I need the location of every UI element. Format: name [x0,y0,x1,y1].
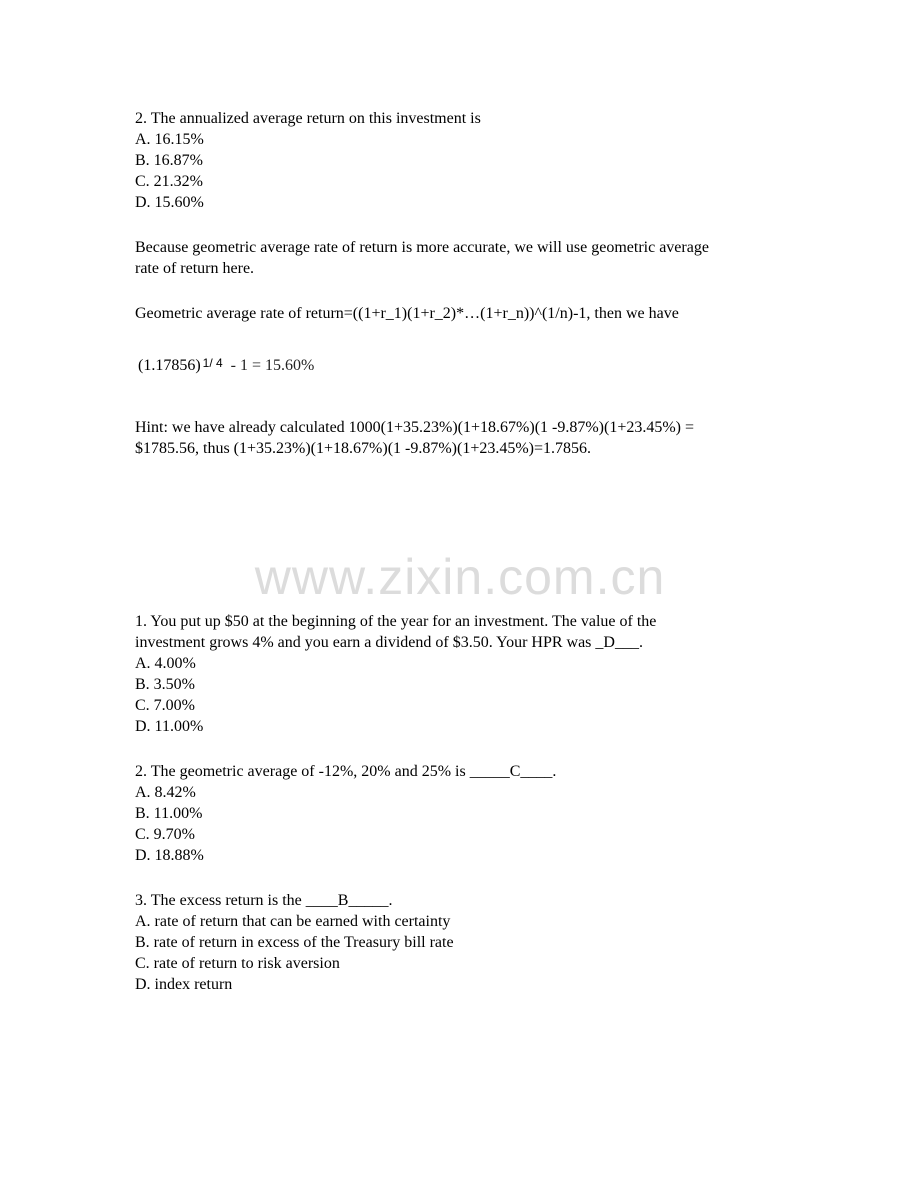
question-text: 1. You put up $50 at the beginning of the year for an investment. The value of the [135,613,657,630]
option-a: A. 4.00% [135,655,196,672]
explanation-line: Because geometric average rate of return is more accurate, we will use geometric average [135,239,709,256]
option-d: D. 15.60% [135,194,204,211]
hint-line: Hint: we have already calculated 1000(1+35.23%)(1+18.67%)(1 -9.87%)(1+23.45%) = [135,419,695,436]
question-block [135,890,795,995]
calc-result: - 1 = 15.60% [230,357,315,374]
option-b: B. 11.00% [135,805,203,822]
question-text: 2. The annualized average return on this investment is [135,110,481,127]
question-block [135,611,795,737]
calc-base: (1.17856) [138,357,201,374]
option-b: B. 16.87% [135,152,203,169]
option-b: B. rate of return in excess of the Treasury bill rate [135,934,454,951]
watermark: www.zixin.com.cn [254,549,666,605]
option-d: D. 18.88% [135,847,204,864]
option-c: C. 9.70% [135,826,195,843]
question-text: investment grows 4% and you earn a dividend of $3.50. Your HPR was _D___. [135,634,643,651]
formula-definition: Geometric average rate of return=((1+r_1)(1+r_2)*…(1+r_n))^(1/n)-1, then we have [135,305,679,322]
option-d: D. 11.00% [135,718,204,735]
question-text: 2. The geometric average of -12%, 20% and 25% is _____C____. [135,763,557,780]
question-text: 3. The excess return is the ____B_____. [135,892,393,909]
option-a: A. rate of return that can be earned with certainty [135,913,451,930]
explanation-line: rate of return here. [135,260,255,277]
questions-section [135,611,795,995]
calculation-formula [138,354,314,378]
option-d: D. index return [135,976,233,993]
option-c: C. rate of return to risk aversion [135,955,340,972]
calc-exponent: 1/ 4 [202,356,223,370]
top-section [135,108,795,459]
question-block [135,761,795,866]
option-a: A. 16.15% [135,131,204,148]
option-b: B. 3.50% [135,676,195,693]
option-a: A. 8.42% [135,784,196,801]
option-c: C. 7.00% [135,697,195,714]
hint-line: $1785.56, thus (1+35.23%)(1+18.67%)(1 -9.87%)(1+23.45%)=1.7856. [135,440,592,457]
option-c: C. 21.32% [135,173,203,190]
